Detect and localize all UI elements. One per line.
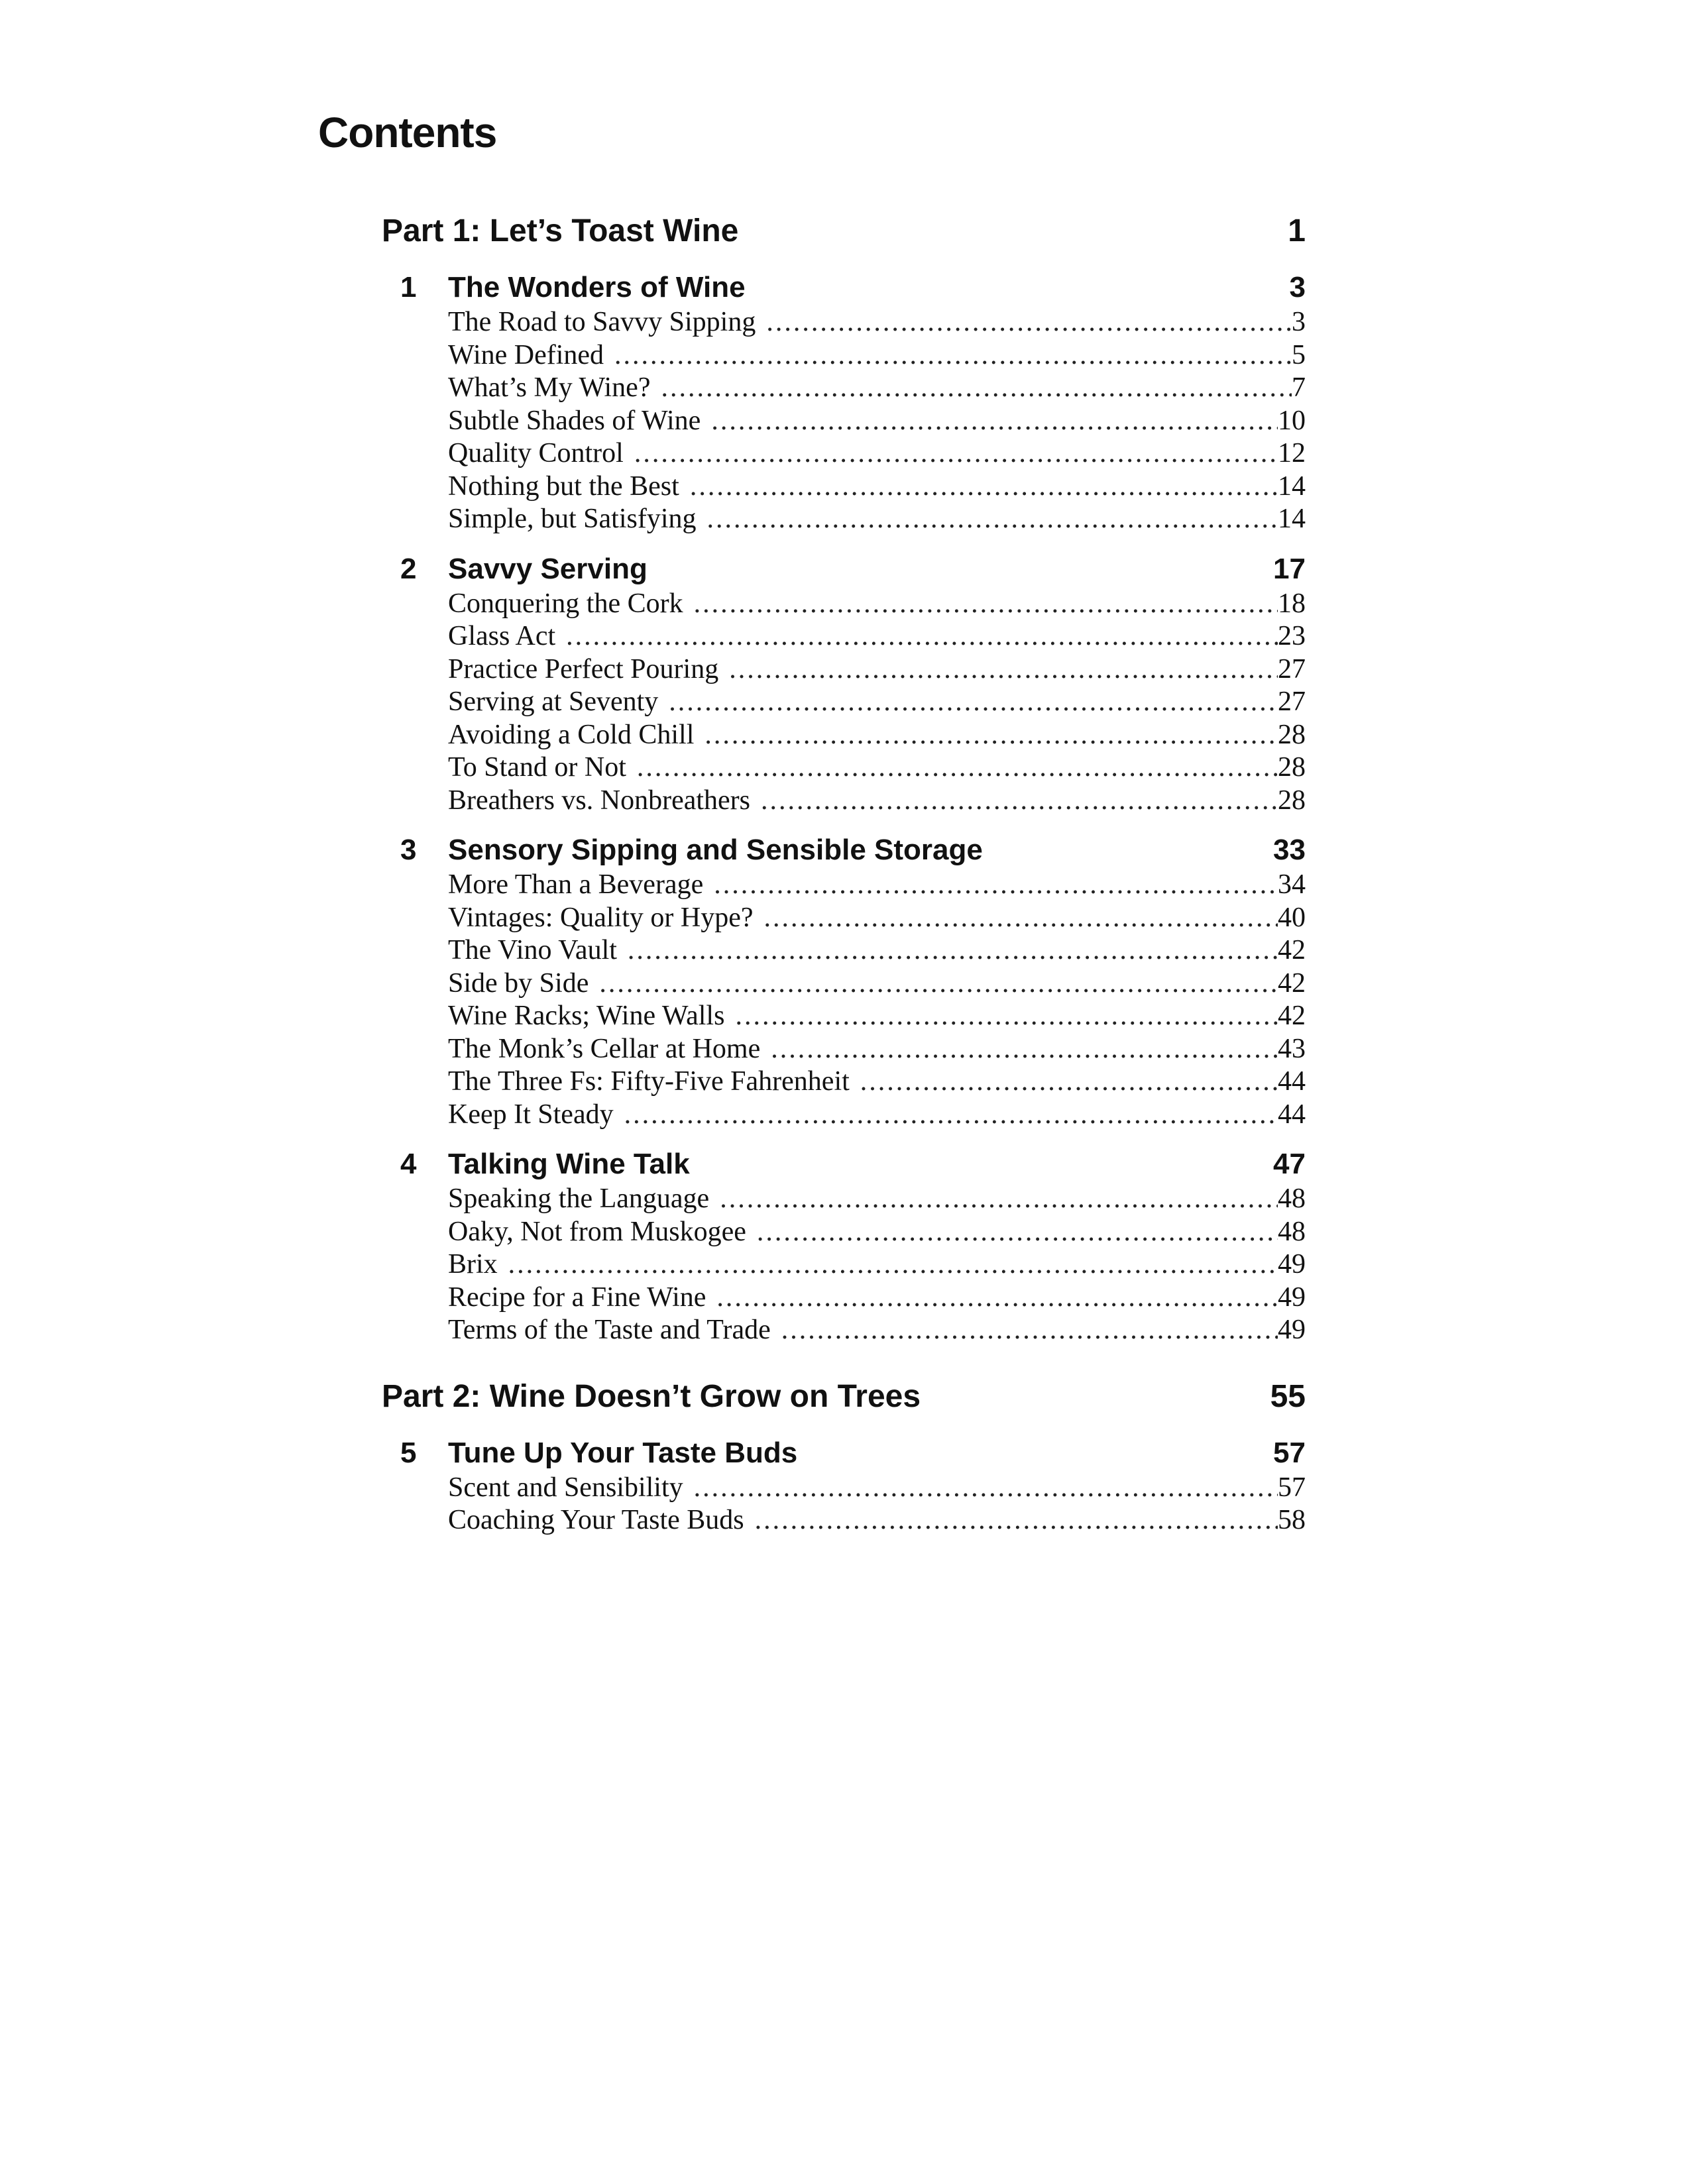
chapter-heading[interactable] (382, 1146, 1306, 1183)
section-entry[interactable] (448, 719, 1306, 752)
part-page-number: 1 (1288, 213, 1306, 248)
section-title: Wine Defined (448, 339, 604, 370)
section-entry[interactable] (448, 869, 1306, 902)
dot-leader (694, 1472, 1278, 1505)
dot-leader (634, 437, 1278, 470)
chapter-block (382, 832, 1306, 1131)
section-entry[interactable] (448, 503, 1306, 536)
section-page-number: 23 (1278, 621, 1306, 651)
section-entry[interactable] (448, 306, 1306, 339)
dot-leader (508, 1248, 1278, 1282)
section-page-number: 57 (1278, 1472, 1306, 1503)
chapter-page-number: 57 (1273, 1436, 1306, 1469)
dot-leader (860, 1065, 1278, 1099)
section-page-number: 28 (1278, 785, 1306, 816)
dot-leader (566, 620, 1278, 653)
section-title: The Vino Vault (448, 935, 617, 965)
section-title: The Three Fs: Fifty-Five Fahrenheit (448, 1066, 850, 1097)
section-page-number: 42 (1278, 1001, 1306, 1031)
chapter-page-number: 33 (1273, 834, 1306, 866)
section-entry[interactable] (448, 1504, 1306, 1537)
chapter-number: 3 (400, 834, 417, 866)
dot-leader (704, 719, 1278, 752)
section-title: To Stand or Not (448, 752, 626, 783)
section-page-number: 48 (1278, 1216, 1306, 1247)
section-page-number: 42 (1278, 967, 1306, 999)
section-entry[interactable] (448, 1314, 1306, 1347)
dot-leader (711, 405, 1278, 438)
section-title: Speaking the Language (448, 1183, 710, 1214)
section-entry[interactable] (448, 1065, 1306, 1099)
chapter-title: Sensory Sipping and Sensible Storage (448, 834, 983, 866)
section-entry[interactable] (448, 1033, 1306, 1066)
chapter-block (382, 269, 1306, 536)
section-title: Conquering the Cork (448, 588, 683, 619)
part-title: Part 2: Wine Doesn’t Grow on Trees (382, 1378, 921, 1414)
dot-leader (771, 1033, 1278, 1066)
section-list (448, 588, 1306, 818)
section-title: Keep It Steady (448, 1099, 614, 1130)
chapter-heading[interactable] (382, 269, 1306, 306)
dot-leader (764, 902, 1278, 935)
dot-leader (757, 1216, 1278, 1249)
section-title: Breathers vs. Nonbreathers (448, 785, 751, 816)
part-heading[interactable] (382, 212, 1306, 250)
section-entry[interactable] (448, 1216, 1306, 1249)
section-title: Practice Perfect Pouring (448, 653, 719, 684)
section-list (448, 306, 1306, 536)
section-entry[interactable] (448, 405, 1306, 438)
dot-leader (707, 503, 1278, 536)
section-title: Quality Control (448, 438, 624, 468)
section-title: Oaky, Not from Muskogee (448, 1216, 746, 1247)
section-title: Scent and Sensibility (448, 1472, 683, 1503)
chapter-block (382, 551, 1306, 818)
section-page-number: 44 (1278, 1099, 1306, 1130)
section-entry[interactable] (448, 686, 1306, 719)
section-entry[interactable] (448, 1282, 1306, 1315)
chapter-page-number: 47 (1273, 1148, 1306, 1180)
dot-leader (637, 751, 1278, 785)
part-title: Part 1: Let’s Toast Wine (382, 213, 739, 248)
section-page-number: 44 (1278, 1066, 1306, 1097)
section-page-number: 5 (1292, 339, 1306, 370)
section-title: Wine Racks; Wine Walls (448, 1001, 725, 1031)
section-entry[interactable] (448, 653, 1306, 686)
section-page-number: 12 (1278, 438, 1306, 468)
section-list (448, 1183, 1306, 1347)
dot-leader (714, 869, 1278, 902)
section-page-number: 3 (1292, 307, 1306, 337)
chapter-block (382, 1146, 1306, 1347)
section-title: Glass Act (448, 621, 556, 651)
section-page-number: 49 (1278, 1249, 1306, 1280)
section-list (448, 1472, 1306, 1537)
section-page-number: 49 (1278, 1315, 1306, 1345)
chapter-title: Savvy Serving (448, 552, 648, 585)
section-title: Serving at Seventy (448, 686, 659, 717)
dot-leader (599, 967, 1278, 1001)
section-page-number: 58 (1278, 1505, 1306, 1535)
chapter-page-number: 17 (1273, 552, 1306, 585)
chapter-block (382, 1435, 1306, 1537)
section-entry[interactable] (448, 751, 1306, 785)
section-entry[interactable] (448, 588, 1306, 621)
section-entry[interactable] (448, 437, 1306, 470)
dot-leader (781, 1314, 1278, 1347)
section-title: The Road to Savvy Sipping (448, 307, 756, 337)
part-spacer (382, 1347, 1306, 1378)
section-page-number: 49 (1278, 1282, 1306, 1313)
section-entry[interactable] (448, 372, 1306, 405)
section-page-number: 7 (1292, 372, 1306, 403)
section-entry[interactable] (448, 339, 1306, 372)
section-title: The Monk’s Cellar at Home (448, 1033, 761, 1064)
dot-leader (735, 1000, 1278, 1033)
section-title: Brix (448, 1249, 498, 1280)
section-page-number: 10 (1278, 405, 1306, 436)
chapter-title: The Wonders of Wine (448, 271, 746, 303)
section-page-number: 43 (1278, 1033, 1306, 1064)
section-title: More Than a Beverage (448, 869, 704, 900)
dot-leader (720, 1183, 1278, 1216)
chapter-heading[interactable] (382, 1435, 1306, 1472)
section-page-number: 18 (1278, 588, 1306, 619)
page-title: Contents (318, 109, 497, 156)
dot-leader (624, 1099, 1278, 1132)
section-page-number: 14 (1278, 470, 1306, 502)
section-title: Simple, but Satisfying (448, 504, 697, 534)
section-page-number: 42 (1278, 935, 1306, 965)
section-title: Recipe for a Fine Wine (448, 1282, 706, 1313)
dot-leader (694, 588, 1278, 621)
chapter-number: 1 (400, 271, 417, 303)
section-title: Vintages: Quality or Hype? (448, 902, 754, 933)
dot-leader (716, 1282, 1278, 1315)
section-page-number: 28 (1278, 752, 1306, 783)
section-page-number: 40 (1278, 902, 1306, 933)
chapter-number: 5 (400, 1436, 417, 1469)
section-title: Avoiding a Cold Chill (448, 719, 695, 750)
section-entry[interactable] (448, 470, 1306, 504)
chapter-title: Talking Wine Talk (448, 1148, 690, 1180)
section-entry[interactable] (448, 934, 1306, 967)
section-title: Nothing but the Best (448, 470, 679, 502)
section-page-number: 28 (1278, 719, 1306, 750)
chapter-heading[interactable] (382, 551, 1306, 588)
section-entry[interactable] (448, 902, 1306, 935)
section-entry[interactable] (448, 967, 1306, 1001)
dot-leader (661, 372, 1292, 405)
chapter-title: Tune Up Your Taste Buds (448, 1436, 798, 1469)
section-page-number: 27 (1278, 686, 1306, 717)
dot-leader (690, 470, 1278, 504)
section-entry[interactable] (448, 1472, 1306, 1505)
chapter-number: 2 (400, 552, 417, 585)
section-entry[interactable] (448, 1183, 1306, 1216)
section-list (448, 869, 1306, 1131)
section-entry[interactable] (448, 785, 1306, 818)
chapter-page-number: 3 (1289, 271, 1306, 303)
section-entry[interactable] (448, 620, 1306, 653)
part-page-number: 55 (1270, 1378, 1306, 1414)
section-page-number: 34 (1278, 869, 1306, 900)
section-page-number: 48 (1278, 1183, 1306, 1214)
section-title: Coaching Your Taste Buds (448, 1505, 744, 1535)
section-title: Subtle Shades of Wine (448, 405, 701, 436)
dot-leader (755, 1504, 1278, 1537)
chapter-number: 4 (400, 1148, 417, 1180)
table-of-contents (382, 212, 1306, 1537)
section-page-number: 14 (1278, 504, 1306, 534)
section-entry[interactable] (448, 1248, 1306, 1282)
chapter-heading[interactable] (382, 832, 1306, 869)
dot-leader (766, 306, 1292, 339)
dot-leader (628, 934, 1278, 967)
dot-leader (761, 785, 1278, 818)
dot-leader (614, 339, 1292, 372)
dot-leader (729, 653, 1278, 686)
section-title: Terms of the Taste and Trade (448, 1315, 771, 1345)
part-heading[interactable] (382, 1378, 1306, 1416)
dot-leader (669, 686, 1278, 719)
section-title: What’s My Wine? (448, 372, 651, 403)
section-title: Side by Side (448, 967, 589, 999)
section-page-number: 27 (1278, 653, 1306, 684)
section-entry[interactable] (448, 1000, 1306, 1033)
section-entry[interactable] (448, 1099, 1306, 1132)
